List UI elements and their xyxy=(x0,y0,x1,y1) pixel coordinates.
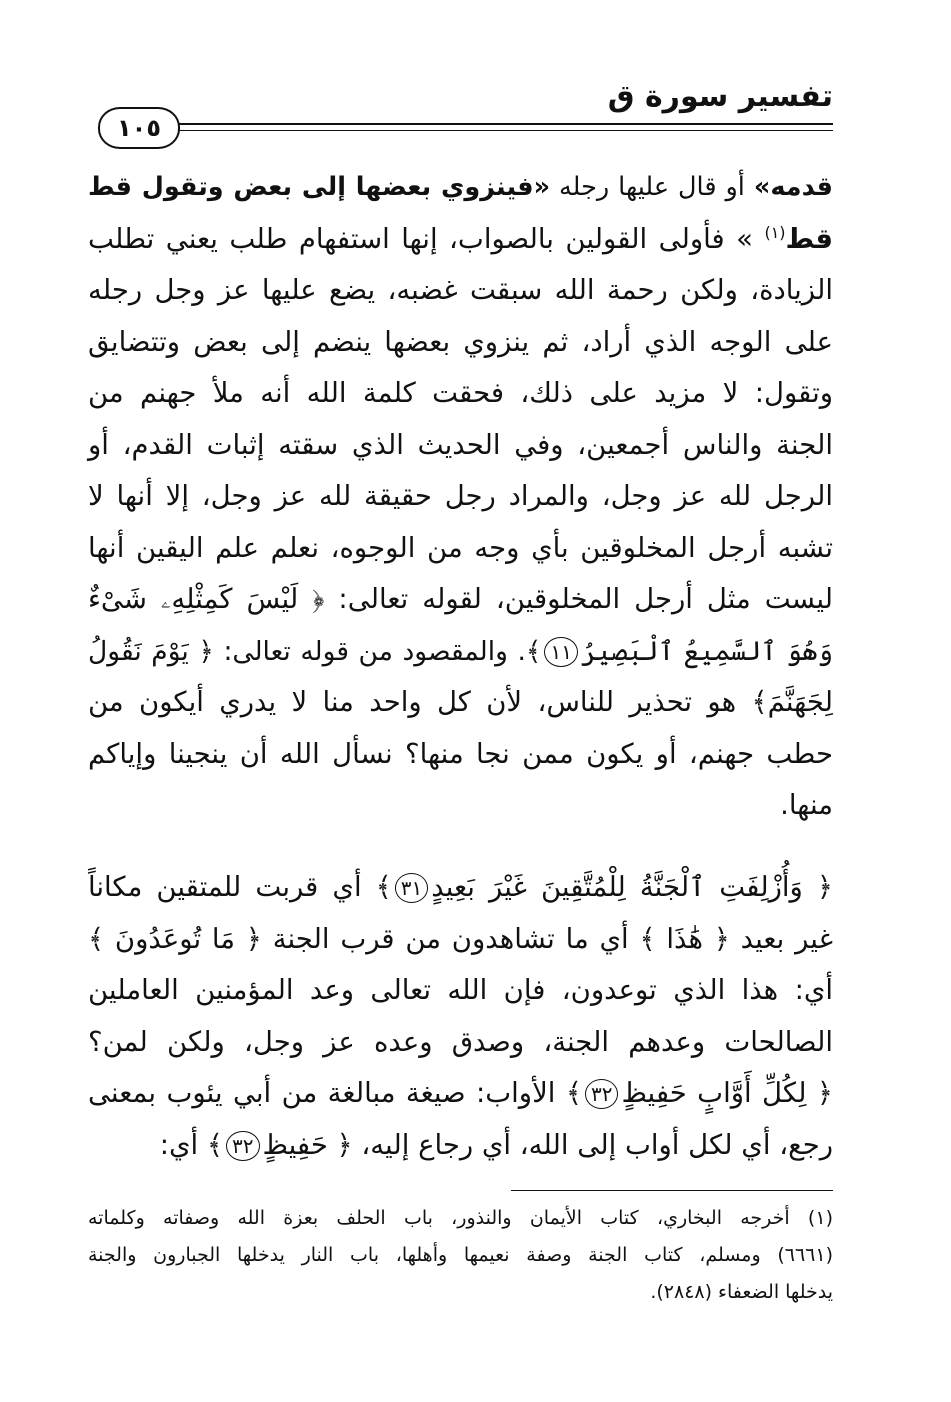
quran-verse: ﴿ لِكُلِّ أَوَّابٍ حَفِيظٍ xyxy=(621,1077,833,1109)
footnote-line: (٦٦٦١) ومسلم، كتاب الجنة وصفة نعيمها وأهلها، باب النار يدخلها الجبارون والجنة xyxy=(88,1244,833,1266)
text-line: أي: هذا الذي توعدون، فإن الله تعالى وعد المؤمنين العاملين xyxy=(88,974,833,1006)
text-line: الصالحات وعدهم الجنة، وصدق وعده عز وجل، ولكن لمن؟ xyxy=(88,1025,833,1058)
text-line xyxy=(88,1120,833,1172)
running-header-title: تفسير سورة ق xyxy=(607,79,833,114)
text-span: ﴾ الأواب: صيغة مبالغة من أبي يئوب بمعنى xyxy=(88,1077,582,1109)
text-line: الجنة والناس أجمعين، وفي الحديث الذي سقته إثبات القدم، أو xyxy=(88,428,833,461)
text-span: » فأولى القولين بالصواب، إنها استفهام طلب يعني تطلب xyxy=(88,222,765,255)
quran-verse: ﴿ حَفِيظٍ xyxy=(262,1128,353,1161)
ayah-number-marker: ٣١ xyxy=(395,873,428,903)
text-span: هو تحذير للناس، لأن كل واحد منا لا يدري أيكون من xyxy=(88,686,752,718)
body-paragraph-1 xyxy=(88,162,833,832)
quran-verse: وَهُوَ ٱلسَّمِيعُ ٱلْبَصِيرُ xyxy=(580,635,833,667)
ayah-number-marker: ٣٢ xyxy=(226,1131,259,1161)
text-span: ﴾ أي قربت للمتقين مكاناً xyxy=(88,871,392,903)
footnote-separator xyxy=(511,1190,833,1191)
text-line xyxy=(88,677,833,729)
header-rule-thin xyxy=(170,130,833,131)
ayah-number-marker: ٣٢ xyxy=(585,1079,618,1109)
footnote-reference[interactable]: (١) xyxy=(764,222,786,242)
footnote-line: يدخلها الضعفاء (٢٨٤٨). xyxy=(650,1281,833,1303)
text-line: الرجل لله عز وجل، والمراد رجل حقيقة لله عز وجل، إلا أنها لا xyxy=(88,480,833,512)
text-span: غير بعيد xyxy=(729,922,833,955)
footnote xyxy=(88,1200,833,1311)
header-rule xyxy=(170,123,833,125)
page-number-badge xyxy=(98,107,180,149)
text-line xyxy=(88,1068,833,1120)
quran-verse: ﴿ مَا تُوعَدُونَ ﴾ xyxy=(88,922,262,955)
quran-verse: لِجَهَنَّمَ﴾ xyxy=(751,686,833,718)
text-line xyxy=(88,162,833,214)
text-line: تشبه أرجل المخلوقين بأي وجه من الوجوه، نعلم علم اليقين أنها xyxy=(88,531,833,564)
page-number: ١٠٥ xyxy=(117,114,161,142)
text-span: ليست مثل أرجل المخلوقين، لقوله تعالى: xyxy=(324,583,833,615)
text-line xyxy=(88,214,833,266)
text-line xyxy=(88,574,833,626)
footnote-line: (١) أخرجه البخاري، كتاب الأيمان والنذور، باب الحلف بعزة الله وصفاته وكلماته xyxy=(88,1207,833,1229)
text-line: حطب جهنم، أو يكون ممن نجا منها؟ نسأل الله أن ينجينا وإياكم xyxy=(88,737,833,770)
quran-verse: ﴿ وَأُزْلِفَتِ ٱلْجَنَّةُ لِلْمُتَّقِينَ غَيْرَ بَعِيدٍ xyxy=(431,871,833,903)
text-line: وتقول: لا مزيد على ذلك، فحقت كلمة الله أنه ملأ جهنم من xyxy=(88,377,833,409)
ayah-number-marker: ١١ xyxy=(544,637,577,667)
text-span: ﴾ أي: xyxy=(159,1128,224,1161)
hadith-quote: قدمه» xyxy=(753,172,833,202)
text-line xyxy=(88,914,833,966)
text-line xyxy=(88,862,833,914)
quran-verse: ﴿ يَوْمَ نَقُولُ xyxy=(88,635,214,667)
text-span: ﴾. والمقصود من قوله تعالى: xyxy=(213,635,542,667)
text-line xyxy=(88,626,833,678)
body-paragraph-2 xyxy=(88,862,833,1171)
hadith-quote: قط xyxy=(785,222,833,255)
text-span: رجع، أي لكل أواب إلى الله، أي رجاع إليه، xyxy=(352,1128,833,1161)
hadith-quote: «فينزوي بعضها إلى بعض وتقول قط xyxy=(88,172,551,202)
text-line: منها. xyxy=(780,789,833,821)
text-span: أي ما تشاهدون من قرب الجنة xyxy=(261,922,640,955)
text-span: أو قال عليها رجله xyxy=(550,172,754,202)
quran-verse: ﴿ هَٰذَا ﴾ xyxy=(639,922,730,955)
text-line: الزيادة، ولكن رحمة الله سبقت غضبه، يضع عليها عز وجل رجله xyxy=(88,274,833,306)
text-line: على الوجه الذي أراد، ثم ينزوي بعضها ينضم إلى بعض وتتضايق xyxy=(88,325,833,358)
quran-verse: ﴿ لَيْسَ كَمِثْلِهِۦ شَىْءٌ xyxy=(88,583,325,615)
